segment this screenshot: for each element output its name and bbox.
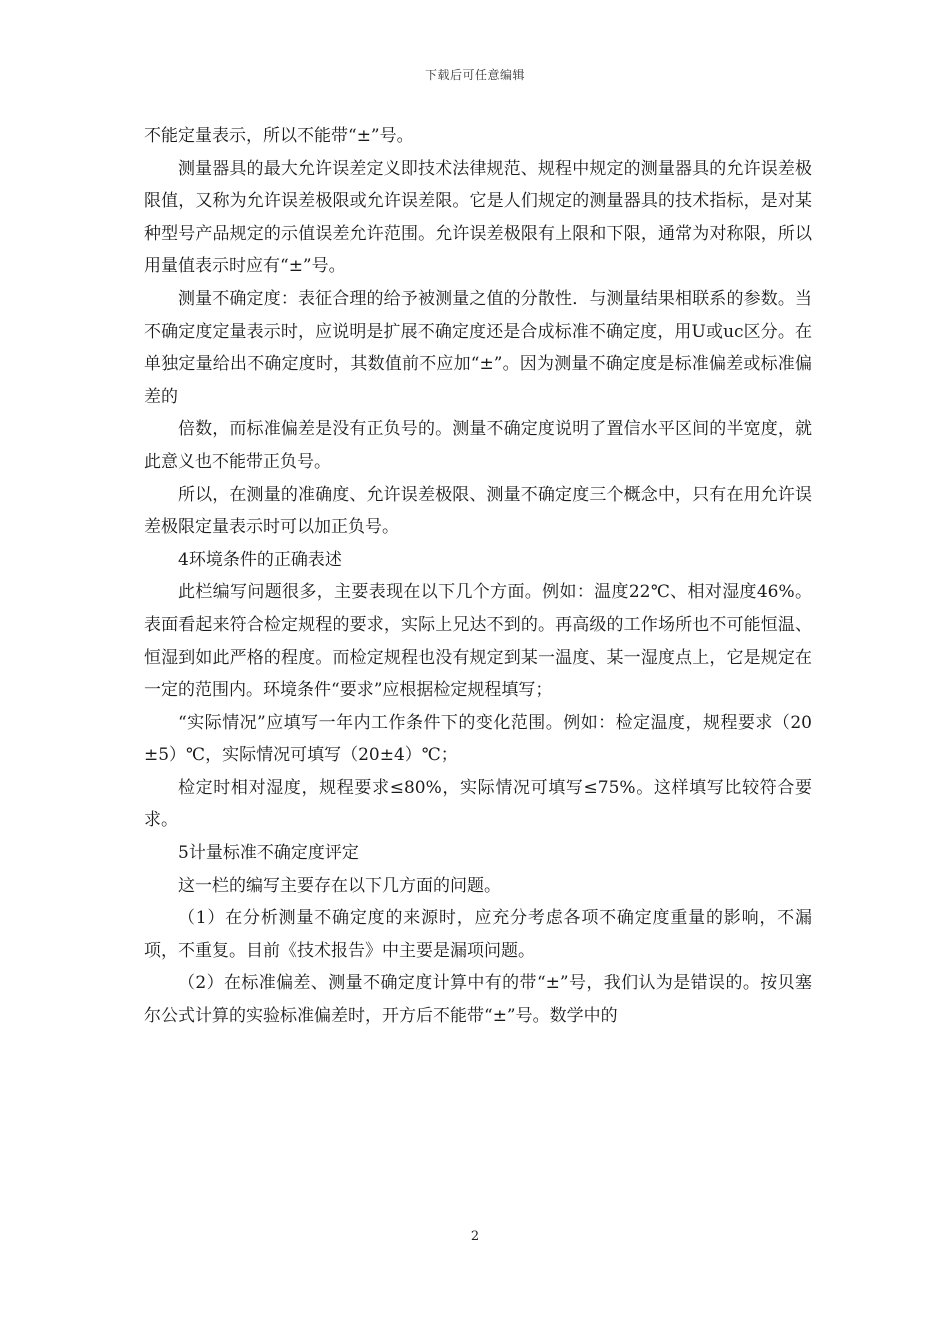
paragraph-1: 不能定量表示，所以不能带“±”号。 (144, 126, 414, 146)
section-heading-5: 5计量标准不确定度评定 (178, 843, 359, 864)
paragraph-11: 这一栏的编写主要存在以下几方面的问题。 (178, 875, 501, 896)
paragraph-3: 测量不确定度：表征合理的给予被测量之值的分散性．与测量结果相联系的参数。当不确定度定量表示时，应说明是扩展不确定度还是合成标准不确定度，用U或uc区分。在单独定量给出不确定度时，其数值前不应加“±”。因为测量不确定度是标准偏差或标准偏差的 (144, 288, 812, 407)
document-body (144, 120, 812, 1033)
paragraph-13: （2）在标准偏差、测量不确定度计算中有的带“±”号，我们认为是错误的。按贝塞尔公式计算的实验标准偏差时，开方后不能带“±”号。数学中的 (144, 973, 812, 1027)
paragraph-4: 倍数，而标准偏差是没有正负号的。测量不确定度说明了置信水平区间的半宽度，就此意义也不能带正负号。 (144, 419, 812, 472)
section-heading-4: 4环境条件的正确表述 (178, 549, 342, 570)
paragraph-9: 检定时相对湿度，规程要求≤80%，实际情况可填写≤75%。这样填写比较符合要求。 (144, 777, 812, 831)
paragraph-8: “实际情况”应填写一年内工作条件下的变化范围。例如：检定温度，规程要求（20±5）℃，实际情况可填写（20±4）℃； (144, 712, 812, 766)
paragraph-2: 测量器具的最大允许误差定义即技术法律规范、规程中规定的测量器具的允许误差极限值，又称为允许误差极限或允许误差限。它是人们规定的测量器具的技术指标，是对某种型号产品规定的示值误差允许范围。允许误差极限有上限和下限，通常为对称限，所以用量值表示时应有“±”号。 (144, 158, 812, 277)
paragraph-12: （1）在分析测量不确定度的来源时，应充分考虑各项不确定度重量的影响，不漏项，不重复。目前《技术报告》中主要是漏项问题。 (144, 908, 812, 961)
page-header: 下载后可任意编辑 (424, 68, 525, 82)
paragraph-7: 此栏编写问题很多，主要表现在以下几个方面。例如：温度22℃、相对湿度46%。表面看起来符合检定规程的要求，实际上兄达不到的。再高级的工作场所也不可能恒温、恒湿到如此严格的程度。而检定规程也没有规定到某一温度、某一湿度点上，它是规定在一定的范围内。环境条件“要求”应根据检定规程填写； (144, 582, 812, 701)
page-number: 2 (470, 1229, 480, 1244)
paragraph-5: 所以，在测量的准确度、允许误差极限、测量不确定度三个概念中，只有在用允许误差极限定量表示时可以加正负号。 (144, 484, 812, 538)
